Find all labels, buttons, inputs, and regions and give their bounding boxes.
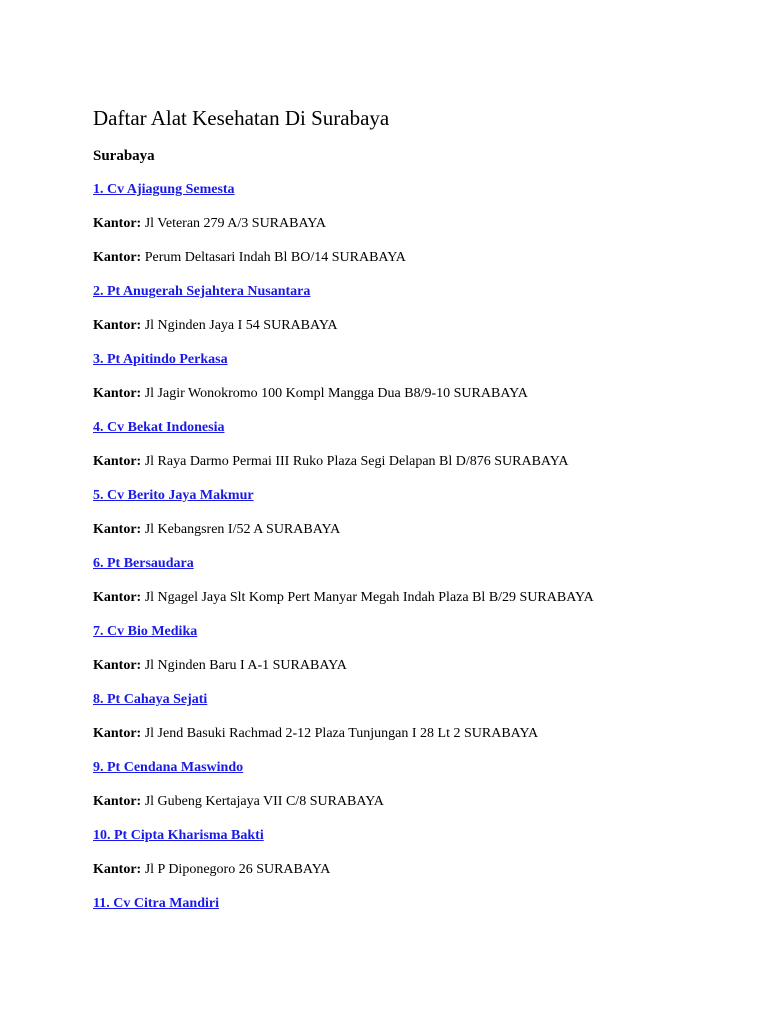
office-label: Kantor: (93, 318, 142, 333)
office-label: Kantor: (93, 216, 142, 231)
office-address: Jl Jagir Wonokromo 100 Kompl Mangga Dua B8/9-10 SURABAYA (144, 386, 528, 401)
office-label: Kantor: (93, 658, 142, 673)
office-address-line (93, 792, 733, 812)
office-address-line (93, 248, 733, 268)
office-label: Kantor: (93, 590, 142, 605)
company-link[interactable]: 1. Cv Ajiagung Semesta (93, 182, 235, 197)
office-address: Jl Kebangsren I/52 A SURABAYA (144, 522, 341, 537)
office-address-line (93, 520, 733, 540)
office-address: Jl Veteran 279 A/3 SURABAYA (144, 216, 326, 231)
office-address: Perum Deltasari Indah Bl BO/14 SURABAYA (144, 250, 406, 265)
company-link[interactable]: 6. Pt Bersaudara (93, 556, 194, 571)
company-link[interactable]: 2. Pt Anugerah Sejahtera Nusantara (93, 284, 311, 299)
office-address-line (93, 452, 733, 472)
office-address-line (93, 316, 733, 336)
office-address: Jl Ngagel Jaya Slt Komp Pert Manyar Megah Indah Plaza Bl B/29 SURABAYA (144, 590, 594, 605)
company-link[interactable]: 3. Pt Apitindo Perkasa (93, 352, 228, 367)
company-link[interactable]: 7. Cv Bio Medika (93, 624, 198, 639)
company-link[interactable]: 10. Pt Cipta Kharisma Bakti (93, 828, 264, 843)
company-link[interactable]: 8. Pt Cahaya Sejati (93, 692, 208, 707)
office-address: Jl Nginden Baru I A-1 SURABAYA (144, 658, 347, 673)
office-address-line (93, 656, 733, 676)
office-address-line (93, 588, 733, 608)
office-address: Jl Jend Basuki Rachmad 2-12 Plaza Tunjungan I 28 Lt 2 SURABAYA (144, 726, 539, 741)
section-subtitle: Surabaya (93, 148, 155, 164)
office-label: Kantor: (93, 454, 142, 469)
company-link[interactable]: 4. Cv Bekat Indonesia (93, 420, 225, 435)
page-title: Daftar Alat Kesehatan Di Surabaya (93, 106, 390, 130)
company-link[interactable]: 11. Cv Citra Mandiri (93, 896, 219, 911)
office-label: Kantor: (93, 386, 142, 401)
office-address-line (93, 384, 733, 404)
office-address: Jl Raya Darmo Permai III Ruko Plaza Segi Delapan Bl D/876 SURABAYA (144, 454, 569, 469)
office-label: Kantor: (93, 522, 142, 537)
company-link[interactable]: 9. Pt Cendana Maswindo (93, 760, 244, 775)
office-label: Kantor: (93, 726, 142, 741)
document-page (93, 104, 733, 928)
office-address: Jl Nginden Jaya I 54 SURABAYA (144, 318, 338, 333)
company-list (93, 180, 733, 914)
office-address: Jl P Diponegoro 26 SURABAYA (144, 862, 331, 877)
office-address-line (93, 860, 733, 880)
office-label: Kantor: (93, 794, 142, 809)
company-link[interactable]: 5. Cv Berito Jaya Makmur (93, 488, 254, 503)
office-label: Kantor: (93, 250, 142, 265)
office-label: Kantor: (93, 862, 142, 877)
office-address-line (93, 724, 733, 744)
office-address-line (93, 214, 733, 234)
office-address: Jl Gubeng Kertajaya VII C/8 SURABAYA (144, 794, 384, 809)
